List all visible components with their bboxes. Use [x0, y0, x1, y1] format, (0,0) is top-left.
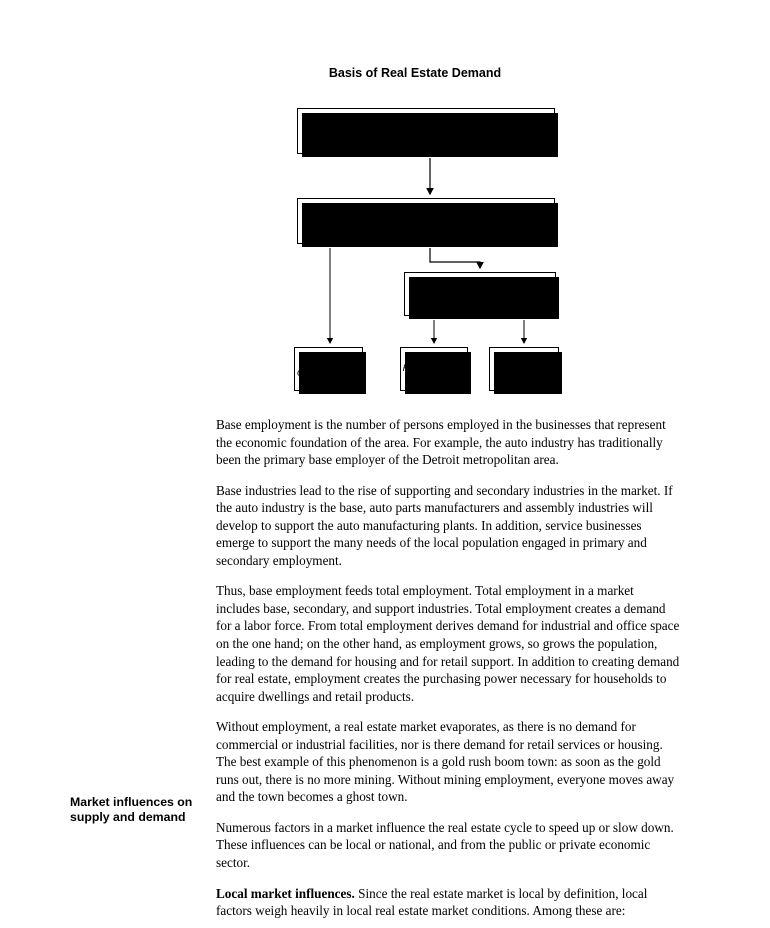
paragraph-text: Since the real estate market is local by definition, local factors weigh heavily in local real estate market conditions. Among these are:	[216, 885, 648, 919]
diagram-box-label: Total employment	[363, 211, 489, 229]
paragraph-local-market-influences	[216, 885, 680, 920]
diagram-box-retail-demand	[400, 347, 468, 391]
diagram-title: Basis of Real Estate Demand	[328, 66, 502, 80]
diagram-box-industrial-office-demand	[294, 347, 363, 391]
body-text-column	[216, 416, 680, 920]
diagram-box-population	[404, 272, 556, 316]
diagram-box-label: Population	[442, 284, 518, 302]
paragraph-base-employment: Base employment is the number of persons employed in the businesses that represent the economic foundation of the area. For example, the auto industry has traditionally been the primary base employer of the Detroit metropolitan area.	[216, 417, 666, 468]
diagram-box-base-employment	[297, 108, 555, 154]
diagram-box-residential-demand	[489, 347, 559, 391]
paragraph-base-industries: Base industries lead to the rise of supporting and secondary industries in the market. If the auto industry is the base, auto parts manufacturers and assembly industries will develop to support the auto manufacturing plants. In addition, service businesses emerge to support the many needs of the local population engaged in primary and secondary employment.	[216, 482, 673, 568]
diagram-box-total-employment	[297, 198, 555, 244]
paragraph-without-employment: Without employment, a real estate market evaporates, as there is no demand for commercial or industrial facilities, nor is there demand for retail services or housing. The best example of this phenomenon is a gold rush boom town: as soon as the gold runs out, there is no more mining. Without mining employment, everyone moves away and the town becomes a ghost town.	[216, 719, 675, 805]
paragraph-market-influences: Numerous factors in a market influence the real estate cycle to speed up or slow down. These influences can be local or national, and from the public or private economic sector.	[216, 819, 674, 871]
run-in-heading: Local market influences.	[216, 885, 355, 901]
diagram-box-label: Retail Demand	[402, 362, 466, 374]
margin-heading: Market influences on supply and demand	[70, 795, 193, 825]
diagram-box-label: Base employment	[361, 121, 491, 139]
diagram-box-label: Residential Demand	[500, 357, 548, 379]
paragraph-total-employment: Thus, base employment feeds total employment. Total employment in a market includes base, secondary, and support industries. Total employment creates a demand for a labor force. From total employment derives demand for industrial and office space on the one hand; on the other hand, as employment grows, so grows the population, leading to the demand for housing and for retail support. In addition to creating demand for real estate, employment creates the purchasing power necessary for households to acquire dwellings and retail products.	[216, 583, 680, 704]
real-estate-demand-diagram	[0, 0, 770, 410]
diagram-box-label: Industrial/ Office Demand	[296, 357, 361, 379]
